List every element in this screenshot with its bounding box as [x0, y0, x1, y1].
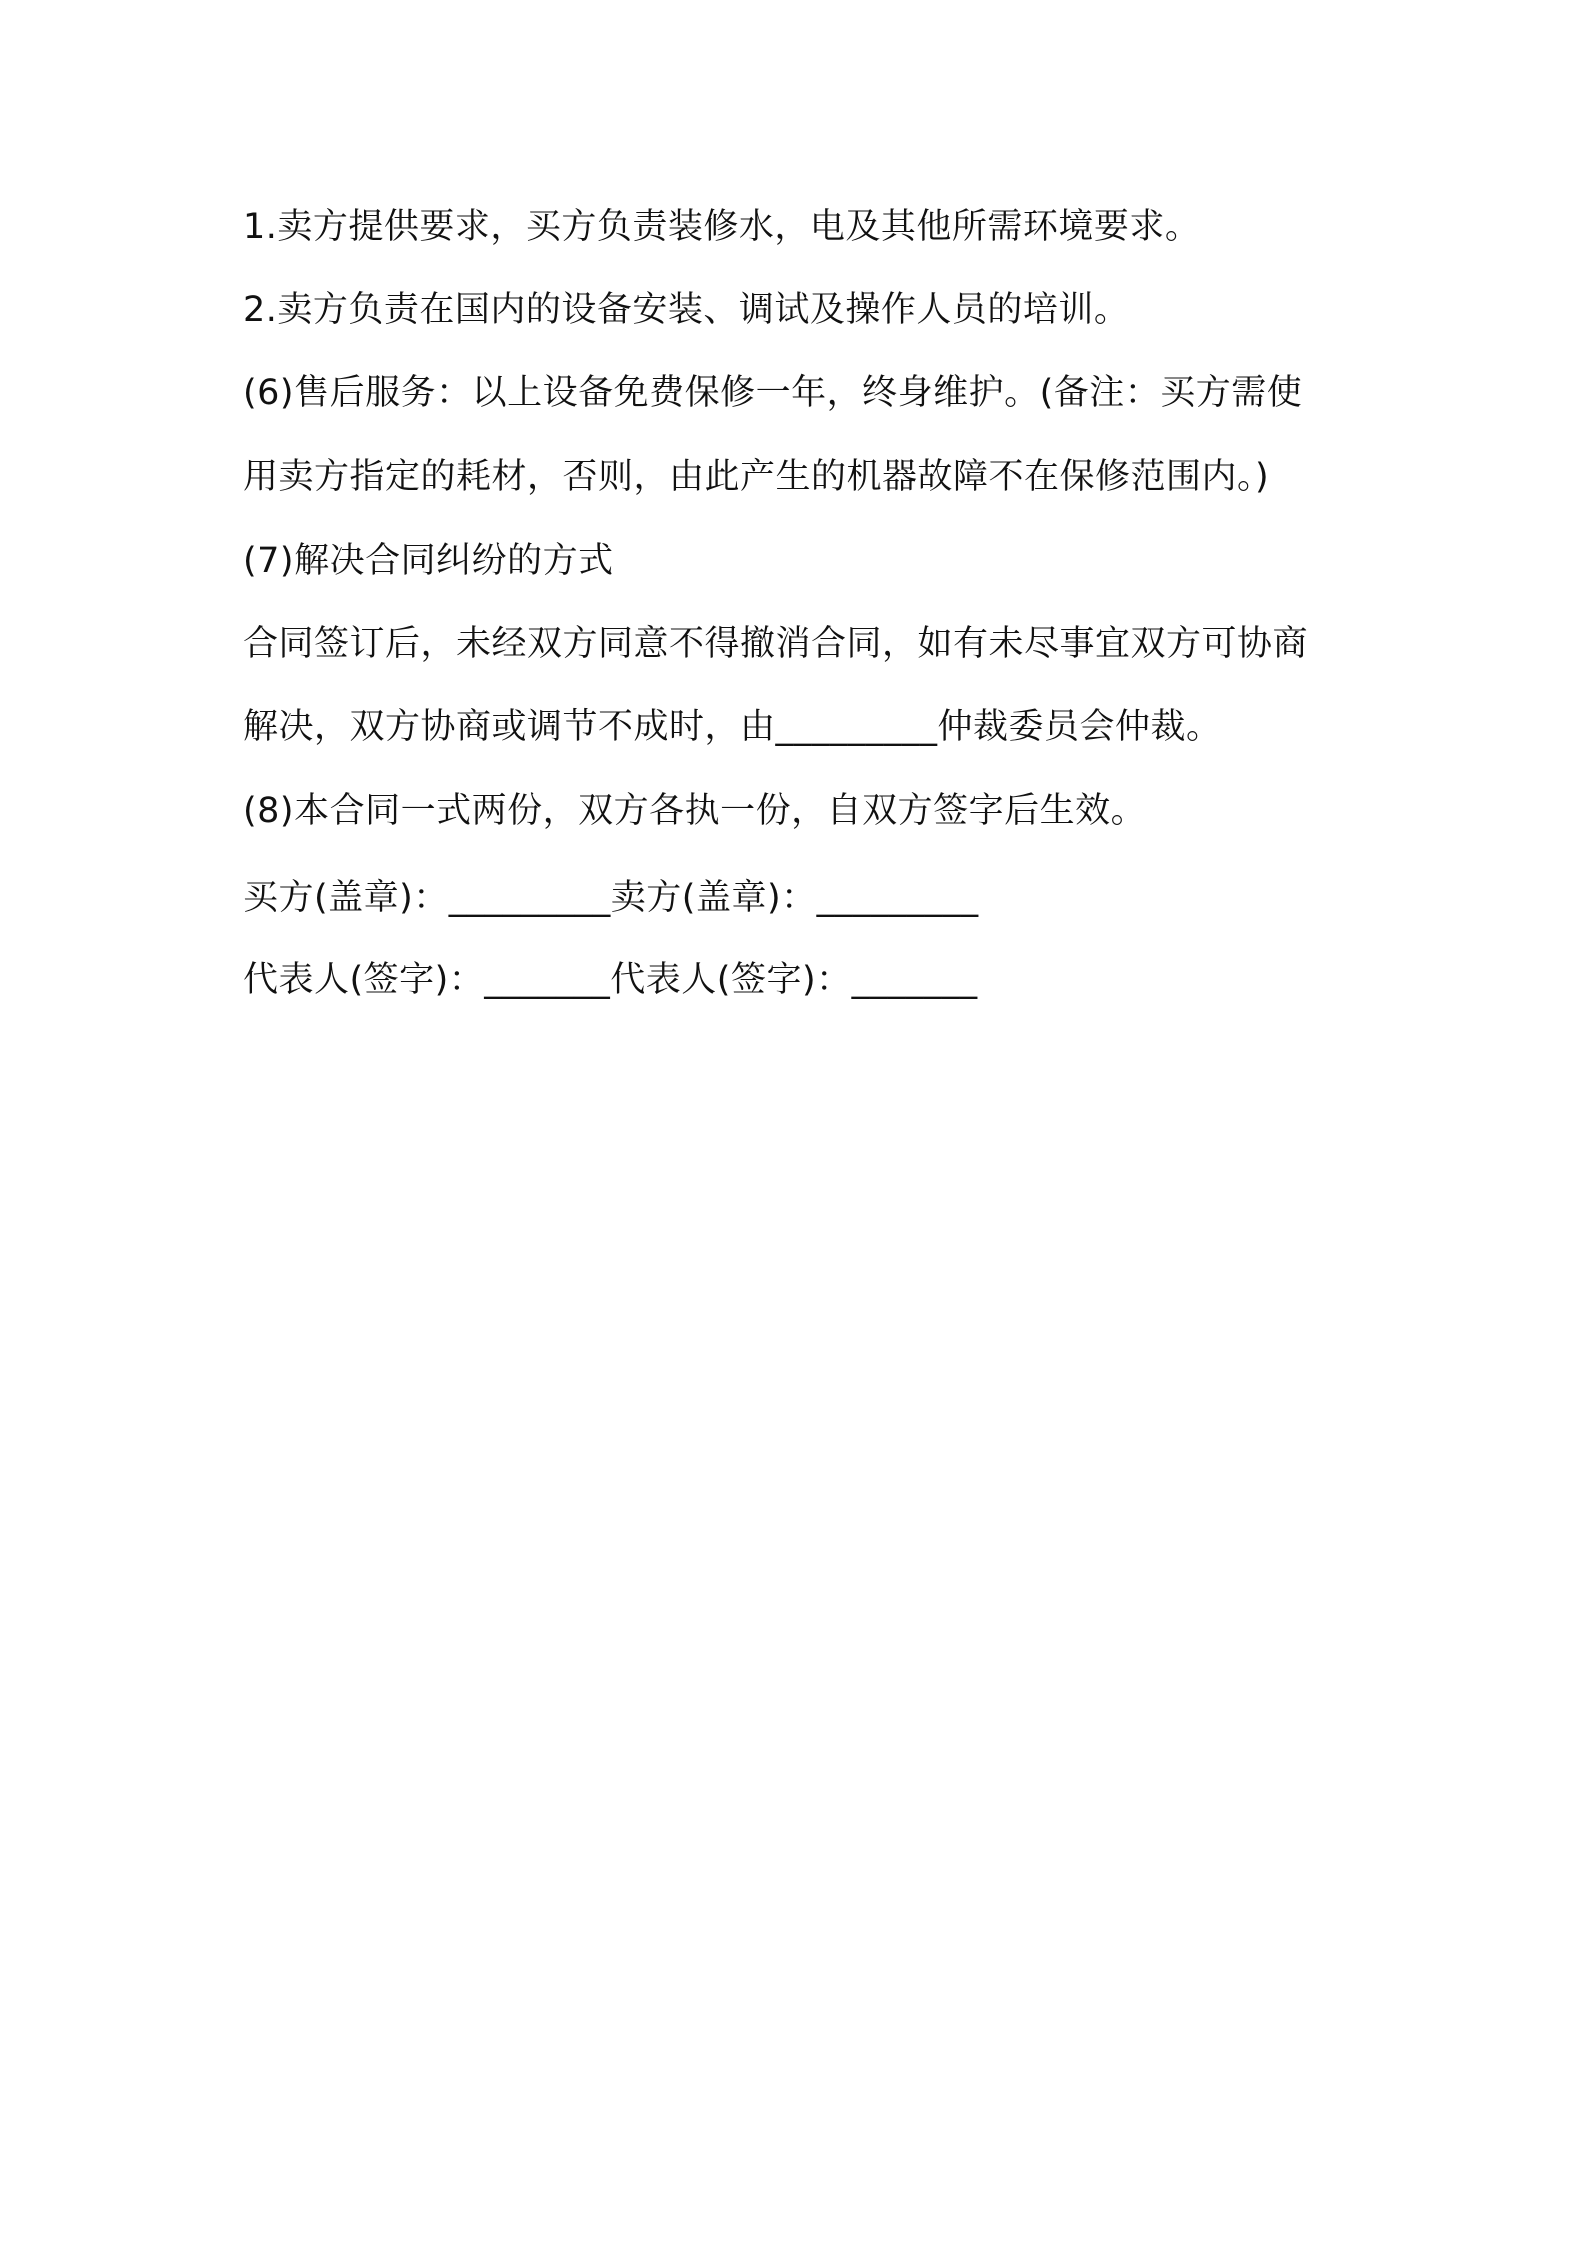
clause-dispute-resolution: 合同签订后，未经双方同意不得撤消合同，如有未尽事宜双方可协商	[243, 624, 1309, 664]
clause-after-sales-service: (6)售后服务：以上设备免费保修一年，终身维护。(备注：买方需使	[243, 373, 1303, 413]
clause-copies-effective: (8)本合同一式两份，双方各执一份，自双方签字后生效。	[243, 791, 1147, 831]
section-dispute-resolution-heading: (7)解决合同纠纷的方式	[243, 541, 614, 581]
clause-arbitration: 解决，双方协商或调节不成时，由_________仲裁委员会仲裁。	[243, 707, 1222, 747]
clause-installation-training: 2.卖方负责在国内的设备安装、调试及操作人员的培训。	[243, 290, 1130, 330]
signature-representative-line: 代表人(签字)：_______代表人(签字)：_______	[243, 960, 978, 1000]
clause-seller-requirements: 1.卖方提供要求，买方负责装修水，电及其他所需环境要求。	[243, 207, 1201, 247]
signature-seal-line: 买方(盖章)：_________卖方(盖章)：_________	[243, 878, 979, 918]
clause-after-sales-note: 用卖方指定的耗材，否则，由此产生的机器故障不在保修范围内。)	[243, 457, 1270, 497]
